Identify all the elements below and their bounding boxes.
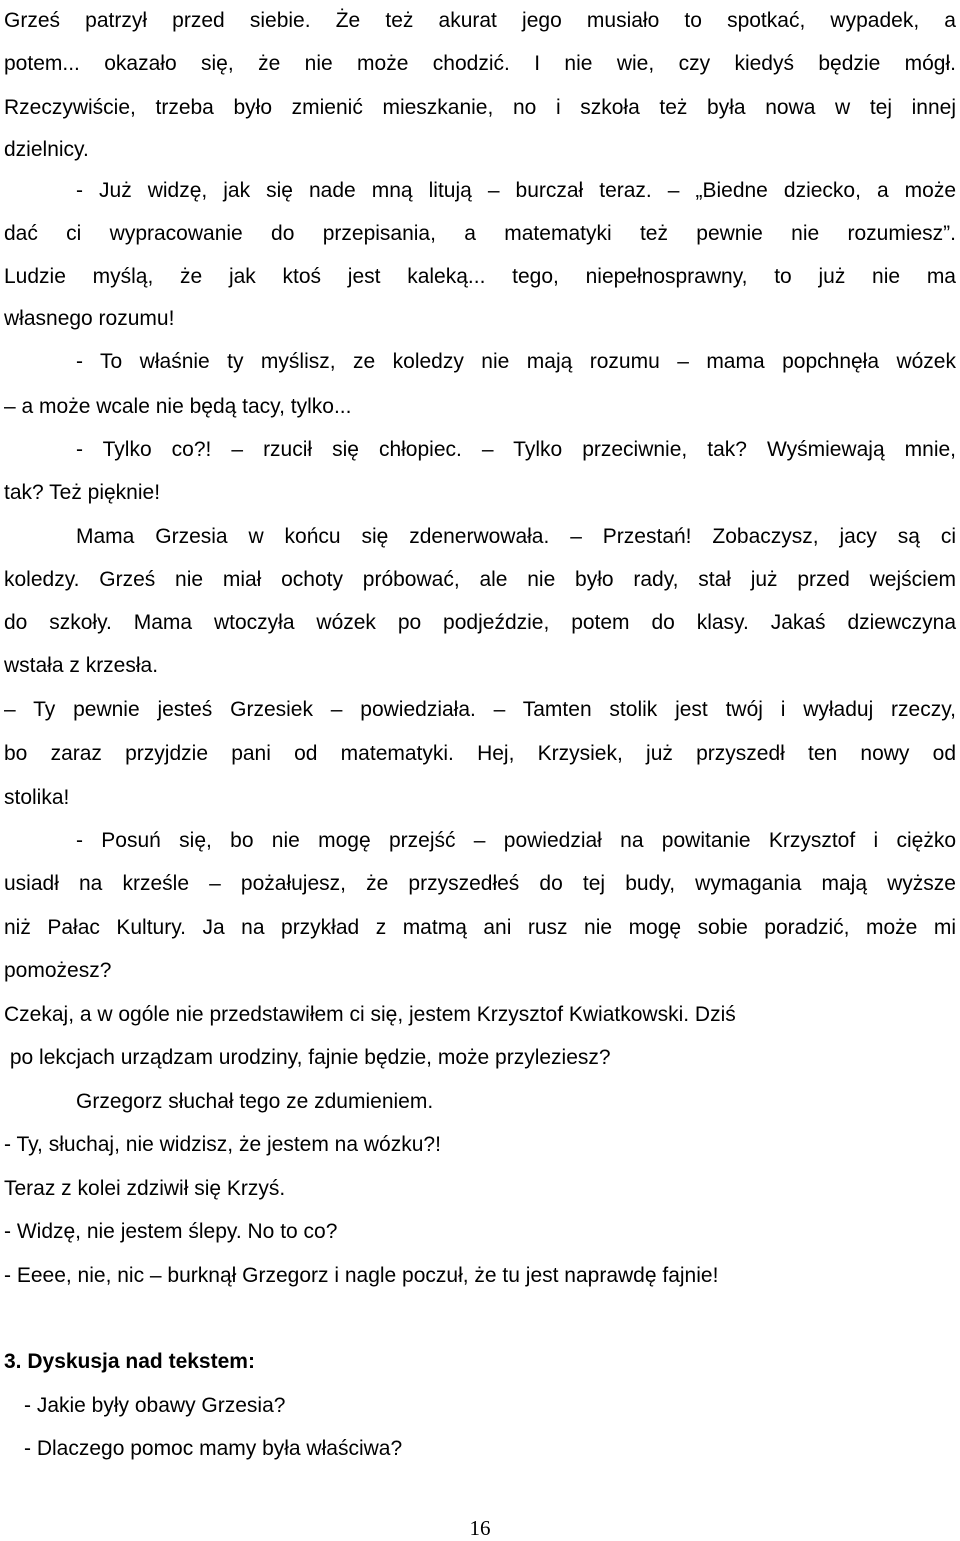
story-line: do szkoły. Mama wtoczyła wózek po podjeździe, potem do klasy. Jakaś dziewczyna	[4, 611, 956, 634]
story-line: bo zaraz przyjdzie pani od matematyki. Hej, Krzysiek, już przyszedł ten nowy od	[4, 742, 956, 765]
story-line: tak? Też pięknie!	[4, 481, 161, 504]
story-line: Grześ patrzył przed siebie. Że też akurat jego musiało to spotkać, wypadek, a	[4, 9, 956, 32]
story-line: - Już widzę, jak się nade mną litują – burczał teraz. – „Biedne dziecko, a może	[76, 179, 956, 202]
story-line: – Ty pewnie jesteś Grzesiek – powiedziała. – Tamten stolik jest twój i wyładuj rzeczy,	[4, 698, 956, 721]
story-line: dać ci wypracowanie do przepisania, a matematyki też pewnie nie rozumiesz”.	[4, 222, 956, 245]
story-line: usiadł na krześle – pożałujesz, że przyszedłeś do tej budy, wymagania mają wyższe	[4, 872, 956, 895]
story-line: własnego rozumu!	[4, 307, 175, 330]
story-line: - Ty, słuchaj, nie widzisz, że jestem na wózku?!	[4, 1133, 441, 1156]
story-line: Mama Grzesia w końcu się zdenerwowała. – Przestań! Zobaczysz, jacy są ci	[76, 525, 956, 548]
story-line: Czekaj, a w ogóle nie przedstawiłem ci się, jestem Krzysztof Kwiatkowski. Dziś	[4, 1003, 736, 1026]
story-line: koledzy. Grześ nie miał ochoty próbować, ale nie było rady, stał już przed wejściem	[4, 568, 956, 591]
story-line: niż Pałac Kultury. Ja na przykład z matmą ani rusz nie mogę sobie poradzić, może mi	[4, 916, 956, 939]
discussion-question: - Dlaczego pomoc mamy była właściwa?	[24, 1437, 403, 1460]
discussion-heading: 3. Dyskusja nad tekstem:	[4, 1350, 255, 1373]
story-line: wstała z krzesła.	[4, 654, 159, 677]
story-line: - Eeee, nie, nic – burknął Grzegorz i nagle poczuł, że tu jest naprawdę fajnie!	[4, 1264, 719, 1287]
story-line: - Posuń się, bo nie mogę przejść – powiedział na powitanie Krzysztof i ciężko	[76, 829, 956, 852]
story-line: po lekcjach urządzam urodziny, fajnie będzie, może przyleziesz?	[4, 1046, 611, 1069]
discussion-question: - Jakie były obawy Grzesia?	[24, 1394, 286, 1417]
story-line: - Widzę, nie jestem ślepy. No to co?	[4, 1220, 338, 1243]
story-line: stolika!	[4, 786, 70, 809]
story-line: - Tylko co?! – rzucił się chłopiec. – Tylko przeciwnie, tak? Wyśmiewają mnie,	[76, 438, 956, 461]
story-line: Teraz z kolei zdziwił się Krzyś.	[4, 1177, 286, 1200]
story-line: Rzeczywiście, trzeba było zmienić mieszkanie, no i szkoła też była nowa w tej innej	[4, 96, 956, 119]
story-line: potem... okazało się, że nie może chodzić. I nie wie, czy kiedyś będzie mógł.	[4, 52, 956, 75]
story-line: - To właśnie ty myślisz, ze koledzy nie mają rozumu – mama popchnęła wózek	[76, 350, 956, 373]
story-line: Grzegorz słuchał tego ze zdumieniem.	[76, 1090, 434, 1113]
story-line: dzielnicy.	[4, 138, 89, 161]
story-line: Ludzie myślą, że jak ktoś jest kaleką... tego, niepełnosprawny, to już nie ma	[4, 265, 956, 288]
story-line: – a może wcale nie będą tacy, tylko...	[4, 395, 352, 418]
story-line: pomożesz?	[4, 959, 112, 982]
page-number: 16	[469, 1516, 491, 1540]
